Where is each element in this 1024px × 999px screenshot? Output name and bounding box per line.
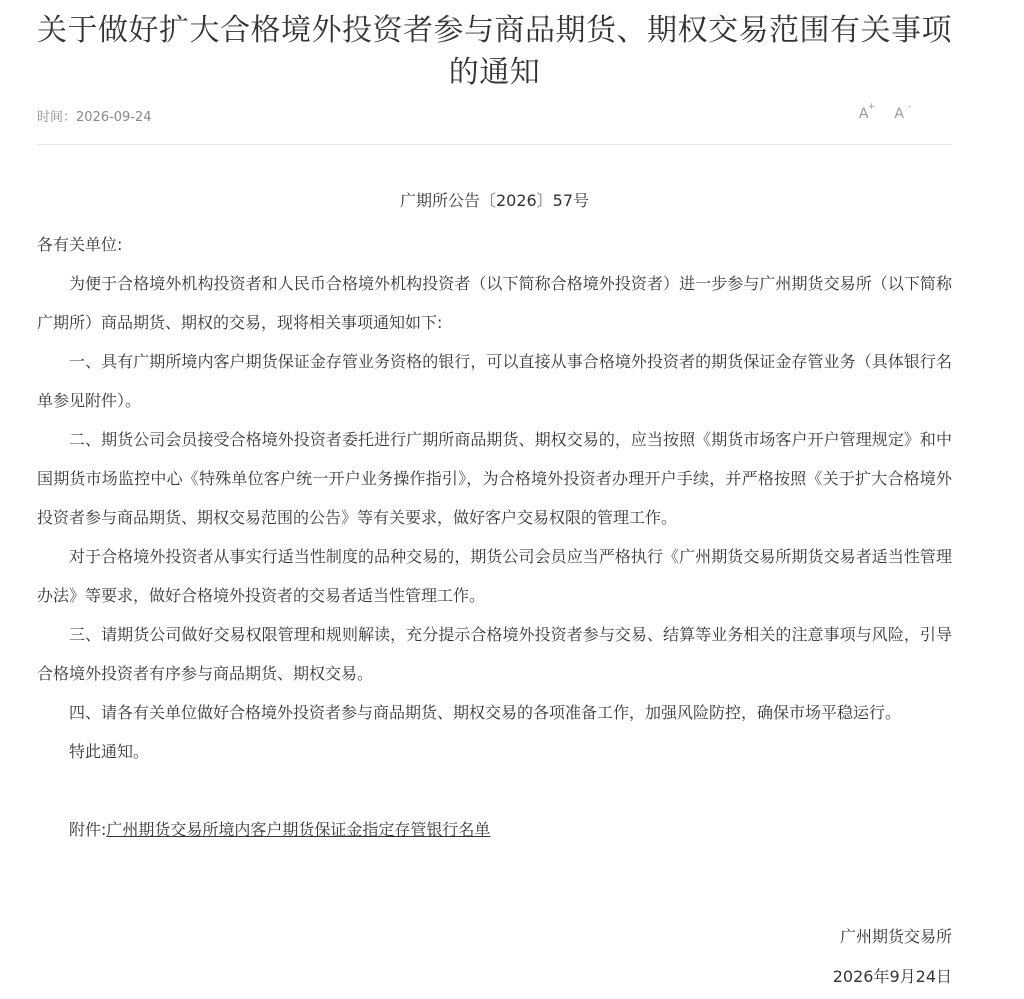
attachment-line — [37, 810, 952, 849]
attachment-label: 附件: — [69, 820, 107, 839]
font-increase-button[interactable] — [858, 102, 876, 122]
paragraph-item-3: 三、请期货公司做好交易权限管理和规则解读，充分提示合格境外投资者参与交易、结算等业务相关的注意事项与风险，引导合格境外投资者有序参与商品期货、期权交易。 — [37, 625, 952, 683]
paragraph-item-2: 二、期货公司会员接受合格境外投资者委托进行广期所商品期货、期权交易的，应当按照《期货市场客户开户管理规定》和中国期货市场监控中心《特殊单位客户统一开户业务操作指引》，为合格境外投资者办理开户手续，并严格按照《关于扩大合格境外投资者参与商品期货、期权交易范围的公告》等有关要求，做好客户交易权限的管理工作。 — [37, 430, 952, 527]
document-number: 广期所公告〔2026〕57号 — [399, 191, 590, 210]
publish-date-label: 时间： — [37, 110, 77, 125]
paragraph-item-4: 四、请各有关单位做好合格境外投资者参与商品期货、期权交易的各项准备工作，加强风险防控，确保市场平稳运行。 — [69, 703, 902, 722]
salutation: 各有关单位: — [37, 235, 123, 254]
signature-date: 2026年9月24日 — [832, 967, 952, 986]
article-title: 关于做好扩大合格境外投资者参与商品期货、期权交易范围有关事项的通知 — [37, 13, 952, 90]
paragraph-item-2-supplement: 对于合格境外投资者从事实行适当性制度的品种交易的，期货公司会员应当严格执行《广州期货交易所期货交易者适当性管理办法》等要求，做好合格境外投资者的交易者适当性管理工作。 — [37, 547, 952, 605]
article-body — [37, 225, 952, 849]
paragraph-closing: 特此通知。 — [69, 742, 150, 761]
font-increase-icon: A — [858, 106, 869, 122]
font-decrease-icon: A — [894, 106, 904, 122]
article-meta-bar — [37, 100, 952, 145]
font-decrease-minus-icon: - — [907, 102, 911, 112]
font-increase-plus-icon: + — [867, 102, 876, 112]
publish-date — [37, 106, 152, 125]
attachment-link[interactable]: 广州期货交易所境内客户期货保证金指定存管银行名单 — [106, 820, 491, 839]
font-decrease-button[interactable] — [894, 102, 911, 122]
font-size-controls — [858, 102, 911, 122]
article-container — [37, 0, 952, 849]
signature-organization: 广州期货交易所 — [839, 927, 952, 946]
publish-date-value: 2026-09-24 — [76, 110, 152, 125]
paragraph-intro: 为便于合格境外机构投资者和人民币合格境外机构投资者（以下简称合格境外投资者）进一步参与广州期货交易所（以下简称广期所）商品期货、期权的交易，现将相关事项通知如下: — [37, 274, 952, 332]
paragraph-item-1: 一、具有广期所境内客户期货保证金存管业务资格的银行，可以直接从事合格境外投资者的期货保证金存管业务（具体银行名单参见附件）。 — [37, 352, 952, 410]
